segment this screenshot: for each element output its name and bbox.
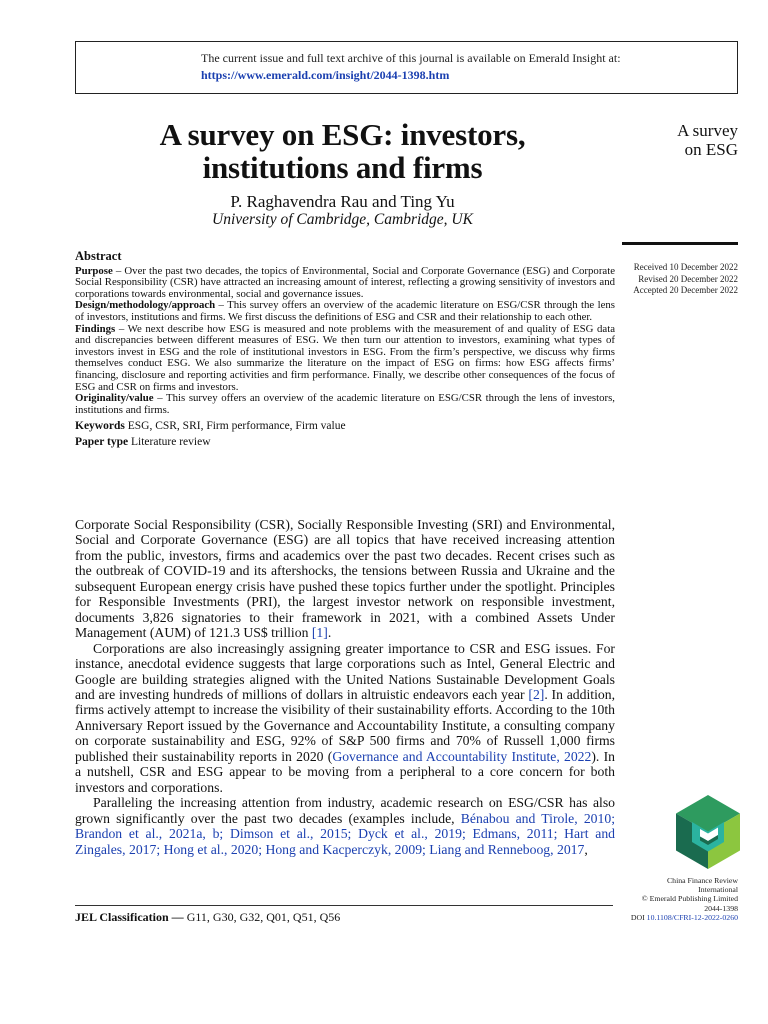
paragraph-2 [75, 641, 615, 796]
paper-type [75, 435, 615, 451]
running-title-line-1: A survey [677, 121, 738, 140]
paragraph-text: Corporations are also increasingly assigning greater importance to CSR and ESG issues. For instance, anecdotal evidence suggests that large corporations such as Intel, General Electric and Google are building strategies aligned with the United Nations Sustainable Development Goals and are investing hundreds of millions of dollars in altruistic endeavors each year [75, 640, 615, 702]
paragraph-1 [75, 517, 615, 641]
emerald-publishing-logo-icon [676, 795, 740, 869]
paper-type-label: Paper type [75, 435, 129, 448]
journal-availability-notice [75, 41, 738, 94]
purpose-text: – Over the past two decades, the topics of Environmental, Social and Corporate Governance (ESG) and Corporate Social Responsibility (CSR) have attracted an increasing amount of interest, reflecting a growing sensitivity of investors and corporations towards environmental, social and governance issues. [75, 264, 615, 300]
design-text: – This survey offers an overview of the academic literature on ESG/CSR through the lens of investors, institutions and firms. We first discuss the definitions of ESG and CSR and their relationship to each other. [75, 299, 615, 323]
purpose-label: Purpose [75, 264, 113, 277]
paper-title [75, 118, 610, 184]
revised-date: Revised 20 December 2022 [638, 273, 738, 284]
design-label: Design/methodology/approach [75, 299, 216, 312]
footnote-link-2[interactable]: [2] [528, 686, 545, 702]
jel-label: JEL Classification — [75, 910, 184, 924]
paragraph-text: . [327, 625, 332, 641]
findings-text: – We next describe how ESG is measured and note problems with the measurement of and quality of ESG data and discrepancies between different measures of ESG. We then turn our attention to investors, examining what types of investors invest in ESG and the role of institutional investors in ESG. From the firm’s perspective, we discuss why firms themselves conduct ESG. We also summarize the literature on the impact of ESG on firms: how ESG affects firms’ financing, disclosure and reporting activities and firm performance. Finally, we describe other consequences of the focus of ESG and CSR on firms and investors. [75, 322, 615, 393]
title-line-2: institutions and firms [202, 150, 483, 185]
affiliation: University of Cambridge, Cambridge, UK [212, 211, 473, 228]
body-text [75, 517, 615, 857]
side-divider [622, 242, 738, 245]
footer-divider [75, 905, 613, 906]
findings-label: Findings [75, 322, 116, 335]
authors: P. Raghavendra Rau and Ting Yu [230, 192, 455, 211]
jel-codes: G11, G30, G32, Q01, Q51, Q56 [183, 910, 341, 924]
received-date: Received 10 December 2022 [633, 262, 738, 272]
paragraph-3 [75, 795, 615, 857]
doi-link[interactable]: 10.1108/CFRI-12-2022-0260 [646, 912, 738, 922]
footnote-link-1[interactable]: [1] [311, 625, 328, 641]
citation-links[interactable]: Bénabou and Tirole, 2010; Brandon et al., 2021a, b; Dimson et al., 2015; Dyck et al., 2019; Edmans, 2011; Hart and Zingales, 2017; Hong et al., 2020; Hong and Kacperczyk, 2009; Liang and Renneboog, 2017 [75, 810, 616, 857]
doi-label: DOI [630, 912, 647, 922]
running-title [620, 121, 738, 159]
running-title-line-2: on ESG [684, 140, 738, 159]
originality-label: Originality/value [75, 392, 154, 405]
accepted-date: Accepted 20 December 2022 [633, 285, 738, 295]
journal-info [610, 876, 738, 922]
keywords-text: ESG, CSR, SRI, Firm performance, Firm value [124, 420, 346, 433]
abstract-originality [75, 393, 615, 416]
title-line-1: A survey on ESG: investors, [159, 117, 526, 152]
abstract [75, 251, 615, 450]
article-dates [612, 262, 738, 297]
paper-type-text: Literature review [128, 435, 211, 448]
issn: 2044-1398 [704, 903, 738, 913]
abstract-findings [75, 324, 615, 394]
notice-text: The current issue and full text archive of this journal is available on Emerald Insight at: [201, 51, 621, 65]
keywords-label: Keywords [75, 420, 125, 433]
journal-name-line-2: International [698, 885, 738, 895]
paragraph-text: Corporate Social Responsibility (CSR), Socially Responsible Investing (SRI) and Environmental, Social and Corporate Governance (ESG) are all topics that have received increasing attention from the public, investors, firms and academics over the past two decades. Recent crises such as the outbreak of COVID-19 and its aftershocks, the tensions between Russia and Ukraine and the subsequent European energy crisis have pushed these topics further under the spotlight. Principles for Responsible Investments (PRI), the largest investor network on responsible investment, documents 3,826 signatories to their framework in 2021, with a combined Assets Under Management (AUM) of 121.3 US$ trillion [75, 517, 615, 641]
paragraph-text: , [584, 841, 588, 857]
doi-line [610, 913, 738, 922]
paragraph-text: ). In a nutshell, CSR and ESG appear to be moving from a peripheral to a core concern for both investors and corporations. [75, 748, 615, 795]
abstract-heading: Abstract [75, 249, 122, 263]
abstract-design [75, 300, 615, 323]
journal-url-link[interactable]: https://www.emerald.com/insight/2044-1398.htm [201, 68, 450, 82]
jel-classification [75, 910, 340, 925]
journal-name-line-1: China Finance Review [666, 876, 738, 885]
keywords [75, 419, 615, 435]
citation-link-gai-2022[interactable]: Governance and Accountability Institute, 2022 [332, 748, 592, 764]
paragraph-text: Paralleling the increasing attention from industry, academic research on ESG/CSR has also grown significantly over the past two decades (examples include, [75, 795, 615, 826]
originality-text: – This survey offers an overview of the academic literature on ESG/CSR through the lens of investors, institutions and firms. [75, 392, 615, 416]
abstract-purpose [75, 266, 615, 301]
publisher: © Emerald Publishing Limited [641, 894, 738, 904]
paragraph-text: . In addition, firms actively attempt to increase the visibility of their sustainability efforts. According to the 10th Anniversary Report issued by the Governance and Accountability Institute, a consulting company on corporate sustainability and ESG, 92% of S&P 500 firms and 70% of Russell 1,000 firms published their sustainability reports in 2020 ( [75, 686, 615, 764]
